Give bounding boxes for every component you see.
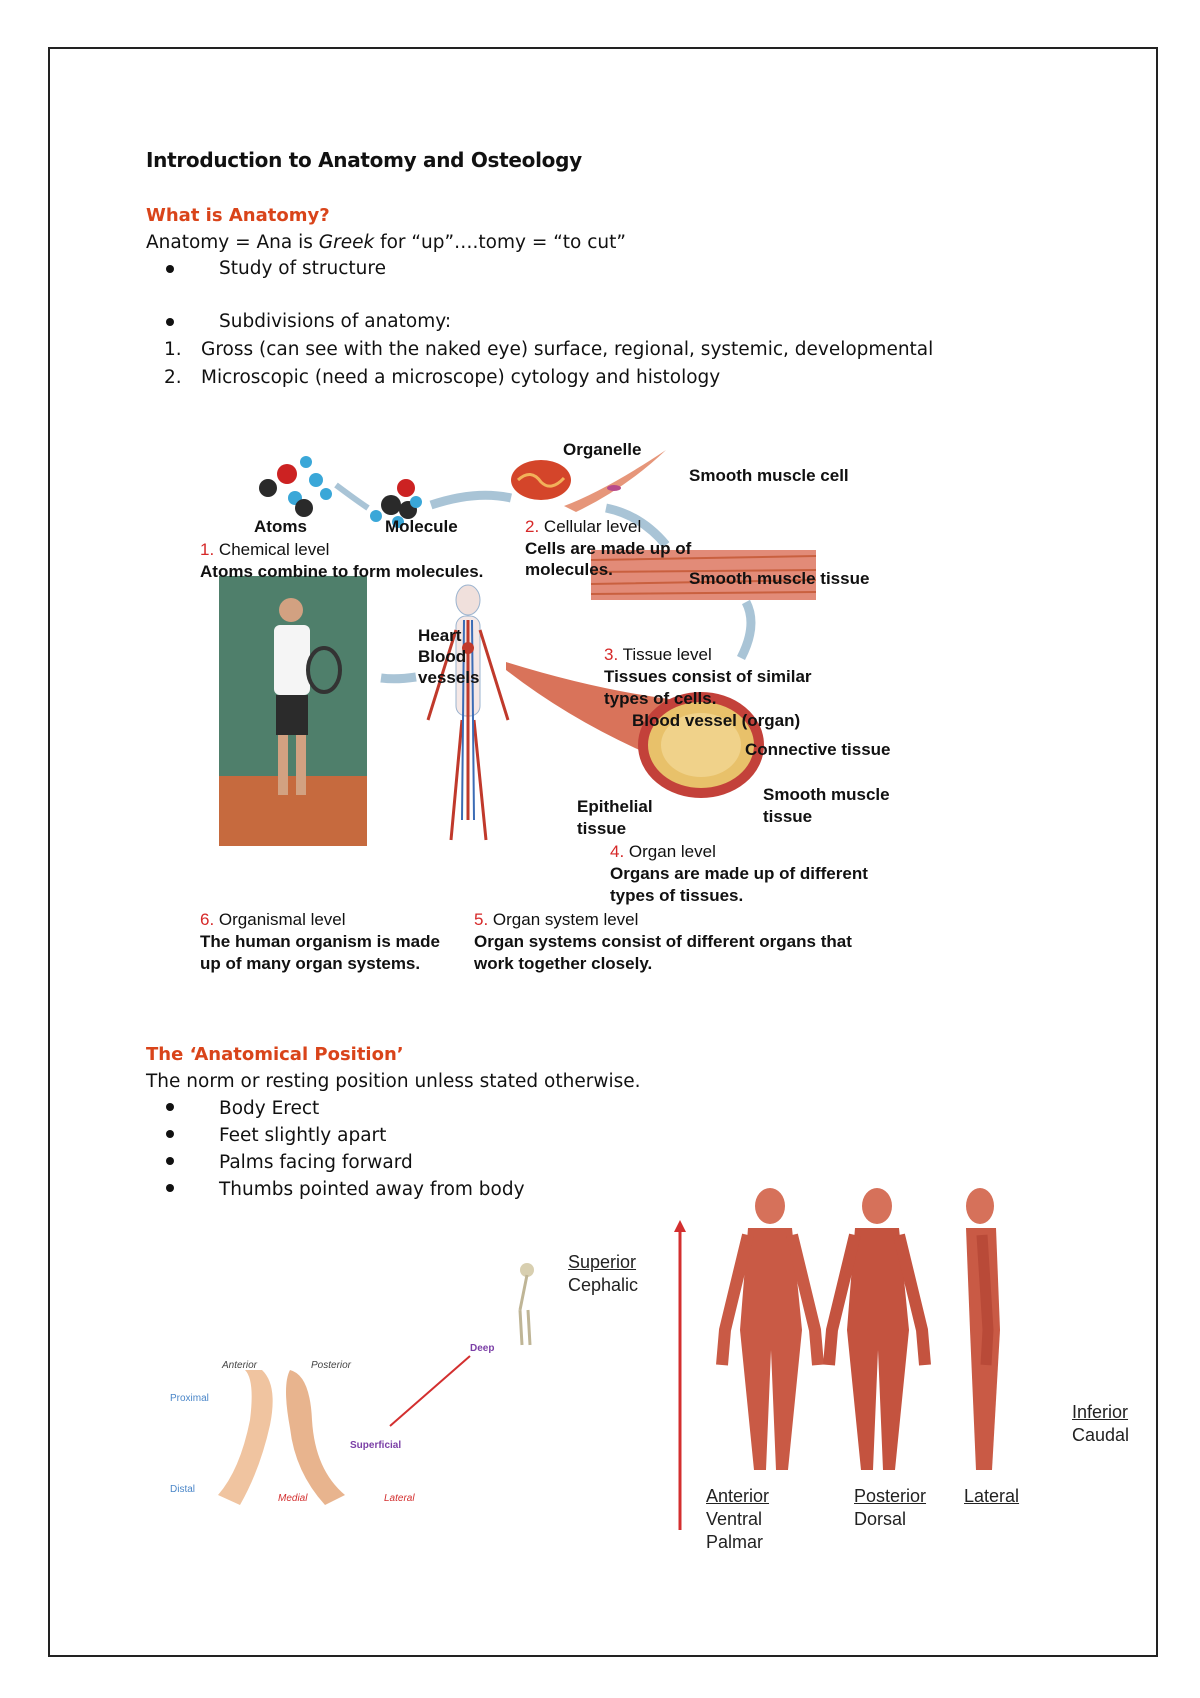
molecule-label: Molecule — [385, 517, 458, 536]
anterior-label: Anterior — [706, 1486, 770, 1506]
anatomy-figure-anterior — [722, 1188, 818, 1470]
anatomy-definition — [146, 232, 626, 253]
level-5-desc-2: work together closely. — [474, 954, 653, 973]
smooth-muscle-label: Smooth muscle — [763, 785, 890, 804]
level-6-title — [200, 910, 346, 930]
levels-of-organization-figure — [146, 430, 926, 990]
list-number: 2. — [164, 367, 182, 388]
heart-label: Heart — [418, 626, 462, 645]
bullet-item: Palms facing forward — [219, 1152, 413, 1173]
superior-label: Superior — [568, 1252, 637, 1272]
lateral-label: Lateral — [964, 1486, 1020, 1506]
bullet-icon — [166, 1130, 174, 1138]
level-number: 6. — [200, 910, 215, 929]
level-name: Organ system level — [492, 910, 639, 929]
level-name: Cellular level — [543, 517, 642, 536]
skeleton-arm-illustration — [520, 1263, 534, 1345]
level-2-title — [525, 517, 641, 537]
inferior-label: Inferior — [1072, 1402, 1129, 1422]
section-heading-what-is-anatomy: What is Anatomy? — [146, 205, 330, 226]
page-title: Introduction to Anatomy and Osteology — [146, 148, 582, 172]
bullet-item: Thumbs pointed away from body — [219, 1179, 525, 1200]
anatomical-position-intro: The norm or resting position unless stated otherwise. — [146, 1071, 641, 1092]
palmar-label: Palmar — [706, 1532, 764, 1552]
caudal-label: Caudal — [1072, 1425, 1130, 1445]
level-number: 3. — [604, 645, 619, 664]
definition-post: for “up”….tomy = “to cut” — [374, 232, 626, 253]
bullet-item: Body Erect — [219, 1098, 320, 1119]
level-3-title — [604, 645, 712, 665]
lateral-small-label: Lateral — [384, 1493, 415, 1504]
list-item: Microscopic (need a microscope) cytology and histology — [201, 367, 721, 388]
proximal-label: Proximal — [170, 1393, 209, 1404]
bullet-item: Subdivisions of anatomy: — [219, 311, 452, 332]
medial-label: Medial — [278, 1493, 308, 1504]
ventral-label: Ventral — [706, 1509, 763, 1529]
level-number: 4. — [610, 842, 625, 861]
level-number: 2. — [525, 517, 540, 536]
cephalic-label: Cephalic — [568, 1275, 639, 1295]
tennis-player-photo — [219, 576, 367, 846]
level-name: Organ level — [628, 842, 716, 861]
superficial-label: Superficial — [350, 1440, 402, 1451]
level-1-title — [200, 540, 329, 560]
level-name: Tissue level — [622, 645, 712, 664]
deep-label: Deep — [470, 1343, 495, 1354]
level-number: 1. — [200, 540, 215, 559]
level-2-desc: Cells are made up of — [525, 539, 692, 558]
bullet-item: Feet slightly apart — [219, 1125, 387, 1146]
connective-tissue-label: Connective tissue — [745, 740, 891, 759]
arm-anterior-illustration — [218, 1370, 273, 1505]
atoms-label: Atoms — [254, 517, 307, 536]
level-5-desc: Organ systems consist of different organs that — [474, 932, 852, 951]
arrow-icon — [381, 677, 416, 679]
anatomy-figure-posterior — [829, 1188, 925, 1470]
dorsal-label: Dorsal — [854, 1509, 907, 1529]
level-6-desc-2: up of many organ systems. — [200, 954, 421, 973]
level-2-desc-2: molecules. — [525, 560, 613, 579]
level-5-title — [474, 910, 638, 930]
level-name: Chemical level — [218, 540, 330, 559]
bullet-item: Study of structure — [219, 258, 386, 279]
level-4-desc-2: types of tissues. — [610, 886, 744, 905]
bullet-icon — [166, 1157, 174, 1165]
list-number: 1. — [164, 339, 182, 360]
level-4-desc: Organs are made up of different — [610, 864, 868, 883]
definition-em: Greek — [318, 232, 375, 253]
definition-pre: Anatomy = Ana is — [146, 232, 319, 253]
anterior-small-label: Anterior — [222, 1360, 258, 1371]
blood-label: Blood — [418, 647, 467, 666]
organelle-label: Organelle — [563, 440, 642, 459]
vessels-label: vessels — [418, 668, 480, 687]
arm-posterior-illustration — [286, 1370, 345, 1505]
posterior-small-label: Posterior — [311, 1360, 352, 1371]
epithelial-tissue-label: tissue — [577, 819, 627, 838]
level-1-desc: Atoms combine to form molecules. — [200, 562, 484, 581]
smooth-muscle-cell-label: Smooth muscle cell — [689, 466, 849, 485]
level-6-desc: The human organism is made — [200, 932, 440, 951]
smooth-muscle-tissue-label: Smooth muscle tissue — [689, 569, 870, 588]
blood-vessel-organ-label: Blood vessel (organ) — [632, 711, 801, 730]
bullet-icon — [166, 1103, 174, 1111]
posterior-label: Posterior — [854, 1486, 927, 1506]
epithelial-label: Epithelial — [577, 797, 653, 816]
level-number: 5. — [474, 910, 489, 929]
level-4-title — [610, 842, 716, 862]
section-heading-anatomical-position: The ‘Anatomical Position’ — [146, 1044, 404, 1065]
distal-label: Distal — [170, 1484, 196, 1495]
superficial-deep-arrow — [390, 1356, 470, 1426]
anatomy-figure-lateral — [966, 1188, 1000, 1470]
level-3-desc: Tissues consist of similar — [604, 667, 812, 686]
bullet-icon — [166, 318, 174, 326]
bullet-icon — [166, 265, 174, 273]
list-item: Gross (can see with the naked eye) surface, regional, systemic, developmental — [201, 339, 934, 360]
level-name: Organismal level — [218, 910, 346, 929]
smooth-muscle-tissue-sub-label: tissue — [763, 807, 813, 826]
level-3-desc-2: types of cells. — [604, 689, 717, 708]
